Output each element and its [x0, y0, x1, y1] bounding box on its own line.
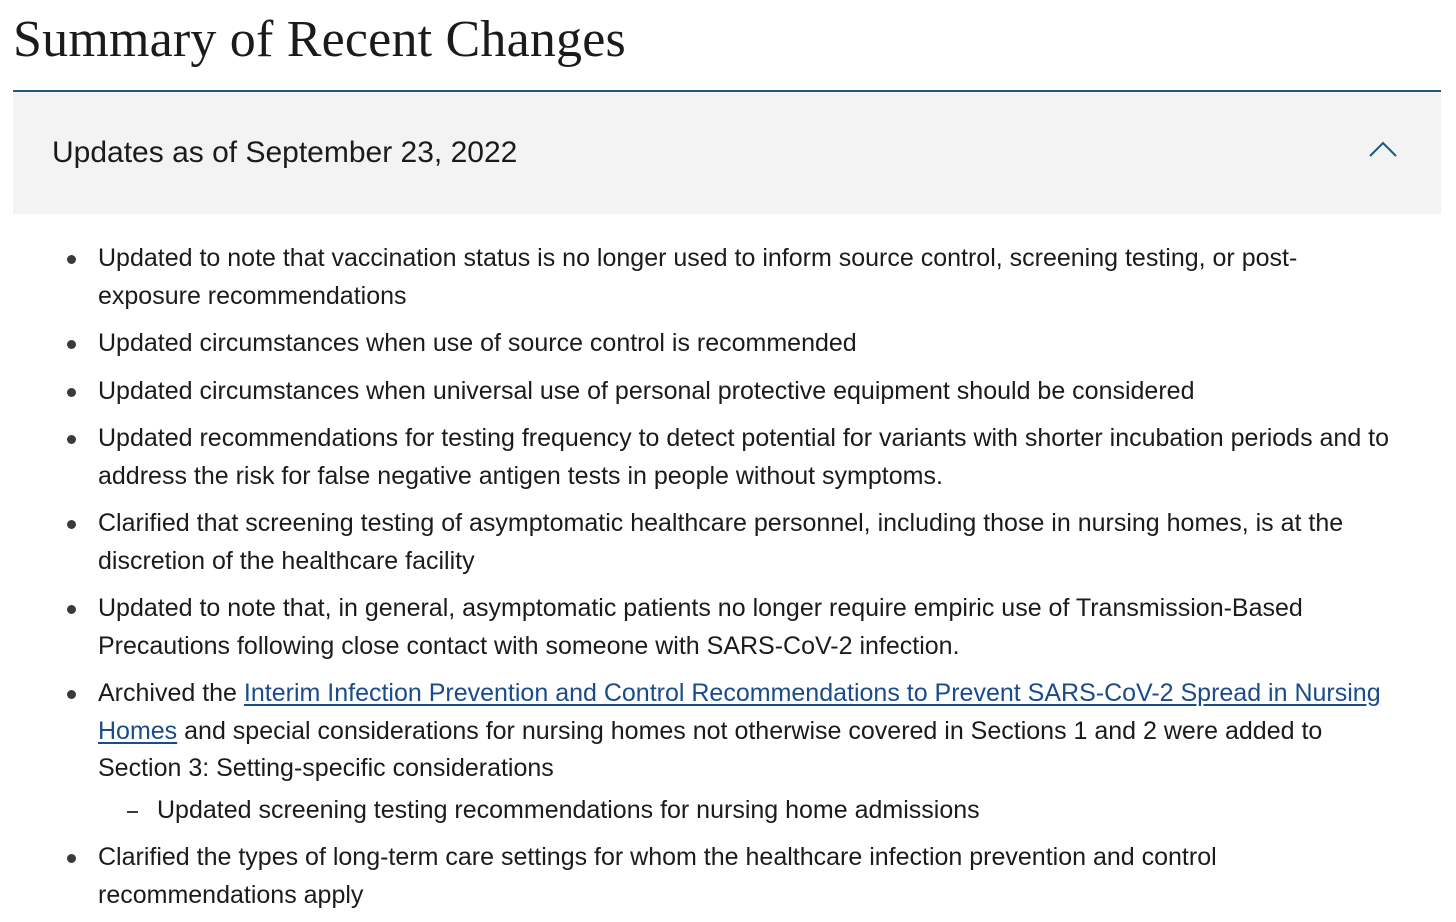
accordion-title: Updates as of September 23, 2022 — [52, 136, 518, 169]
list-item — [62, 505, 1392, 580]
bullet-icon — [67, 388, 76, 397]
sub-list — [98, 792, 1392, 830]
list-item — [62, 675, 1392, 829]
list-item — [62, 839, 1392, 914]
list-item-suffix: and special considerations for nursing homes not otherwise covered in Sections 1 and 2 were added to Section 3: Setting-specific considerations — [98, 716, 1323, 782]
page-title: Summary of Recent Changes — [13, 11, 626, 68]
list-item — [62, 240, 1392, 315]
list-item-text: Updated circumstances when use of source control is recommended — [98, 329, 857, 357]
nursing-homes-guidance-link[interactable]: Interim Infection Prevention and Control Recommendations to Prevent SARS-CoV-2 Spread in Nursing Homes — [98, 679, 1381, 745]
list-item-text: Clarified that screening testing of asymptomatic healthcare personnel, including those in nursing homes, is at the discretion of the healthcare facility — [98, 509, 1344, 575]
list-item-text: Updated circumstances when universal use of personal protective equipment should be considered — [98, 376, 1195, 405]
dash-icon — [127, 811, 138, 813]
accordion-toggle[interactable] — [13, 92, 1441, 214]
bullet-icon — [67, 435, 76, 444]
chevron-up-icon[interactable] — [1368, 139, 1398, 159]
list-item-text: Updated to note that vaccination status is no longer used to inform source control, screening testing, or post-exposure recommendations — [98, 244, 1298, 310]
bullet-icon — [67, 690, 76, 699]
bullet-icon — [67, 520, 76, 529]
sub-list-item — [98, 792, 1392, 830]
bullet-icon — [67, 255, 76, 264]
list-item — [62, 373, 1392, 411]
bullet-icon — [67, 854, 76, 863]
bullet-icon — [67, 605, 76, 614]
list-item-prefix: Archived the — [98, 679, 244, 707]
changes-list — [62, 240, 1392, 922]
list-item — [62, 325, 1392, 363]
list-item-text: Updated to note that, in general, asymptomatic patients no longer require empiric use of Transmission-Based Precautions following close contact with someone with SARS-CoV-2 infection. — [98, 594, 1303, 660]
bullet-icon — [67, 340, 76, 349]
list-item — [62, 420, 1392, 495]
list-item — [62, 590, 1392, 665]
list-item-text: Updated recommendations for testing frequency to detect potential for variants with shorter incubation periods and to address the risk for false negative antigen tests in people without symptoms. — [98, 424, 1390, 490]
list-item-text: Clarified the types of long-term care settings for whom the healthcare infection prevention and control recommendations apply — [98, 843, 1217, 909]
sub-list-item-text: Updated screening testing recommendations for nursing home admissions — [157, 795, 980, 824]
